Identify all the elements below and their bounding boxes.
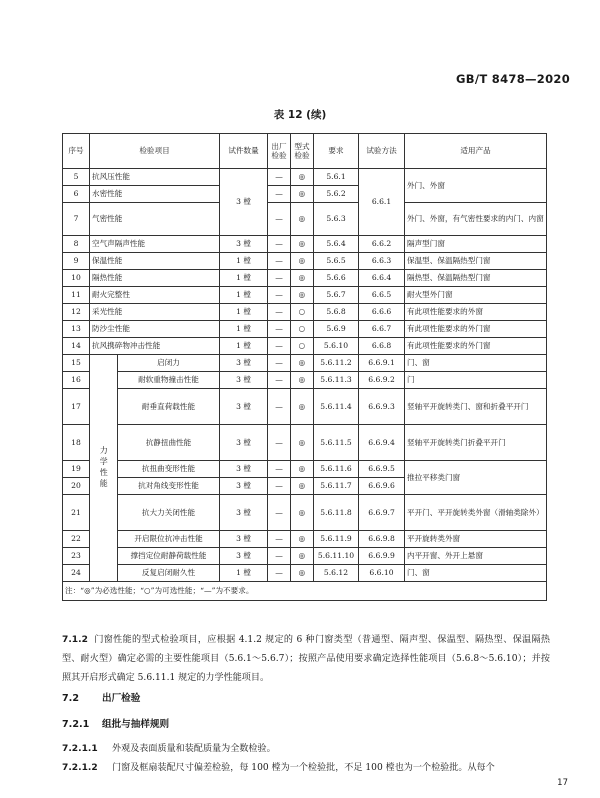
row-factory: — [268,478,291,495]
row-product: 有此项性能要求的外门窗 [405,338,547,355]
row-type: ◎ [291,548,314,565]
row-qty: 3 樘 [220,236,268,253]
row-factory: — [268,169,291,186]
paragraph-7-2-1-2 [62,760,495,773]
row-qty: 3 樘 [220,372,268,389]
row-type: ◎ [291,425,314,461]
row-type: ◎ [291,270,314,287]
row-method: 6.6.1 [359,169,405,236]
row-no: 23 [63,548,90,565]
row-req: 5.6.1 [314,169,359,186]
row-method: 6.6.9.8 [359,531,405,548]
row-item: 抗风携碎物冲击性能 [90,338,220,355]
row-factory: — [268,531,291,548]
row-product: 竖轴平开旋转类门、窗和折叠平开门 [405,389,547,425]
row-type: ◎ [291,478,314,495]
row-no: 22 [63,531,90,548]
row-item: 气密性能 [90,203,220,236]
row-req: 5.6.2 [314,186,359,203]
row-product: 隔热型、保温隔热型门窗 [405,270,547,287]
header-req: 要求 [314,134,359,169]
row-factory: — [268,372,291,389]
row-item: 采光性能 [90,304,220,321]
row-type: ○ [291,304,314,321]
header-item: 检验项目 [90,134,220,169]
row-factory: — [268,495,291,531]
row-qty: 3 樘 [220,548,268,565]
header-method: 试验方法 [359,134,405,169]
row-no: 11 [63,287,90,304]
row-method: 6.6.2 [359,236,405,253]
row-type: ◎ [291,531,314,548]
clause-text: 外观及表面质量和装配质量为全数检验。 [112,744,276,754]
row-type: ◎ [291,287,314,304]
row-req: 5.6.5 [314,253,359,270]
row-req: 5.6.11.2 [314,355,359,372]
row-qty: 1 樘 [220,270,268,287]
row-no: 8 [63,236,90,253]
clause-text: 门窗性能的型式检验项目，应根据 4.1.2 规定的 6 种门窗类型（普通型、隔声型、保温型、隔热型、保温隔热型、耐火型）确定必需的主要性能项目（5.6.1～5.6.7）；按照产品使用要求确定选择性能项目（5.6.8～5.6.10）；并按照其开启形式确定 5.6.11.1 规定的力学性能项目。 [62,635,550,683]
row-method: 6.6.9.4 [359,425,405,461]
row-factory: — [268,236,291,253]
row-factory: — [268,287,291,304]
paragraph-7-2-1-1 [62,741,276,754]
row-method: 6.6.7 [359,321,405,338]
row-req: 5.6.11.9 [314,531,359,548]
clause-number: 7.1.2 [62,635,88,645]
row-qty: 1 樘 [220,304,268,321]
section-number: 7.2.1 [62,719,90,730]
row-method: 6.6.9.6 [359,478,405,495]
row-no: 10 [63,270,90,287]
row-type: ◎ [291,495,314,531]
header-type: 型式检验 [291,134,314,169]
row-no: 12 [63,304,90,321]
table-row [63,304,547,321]
row-product: 保温型、保温隔热型门窗 [405,253,547,270]
table-row [63,461,547,478]
row-factory: — [268,548,291,565]
table-row [63,253,547,270]
row-req: 5.6.11.10 [314,548,359,565]
row-item: 抗风压性能 [90,169,220,186]
header-no: 序号 [63,134,90,169]
row-req: 5.6.11.8 [314,495,359,531]
table-row [63,338,547,355]
row-item: 耐垂直荷载性能 [118,389,220,425]
row-type: ○ [291,338,314,355]
row-type: ◎ [291,565,314,582]
row-item: 抗大力关闭性能 [118,495,220,531]
row-req: 5.6.8 [314,304,359,321]
row-qty: 3 樘 [220,355,268,372]
row-req: 5.6.12 [314,565,359,582]
row-item: 抗对角线变形性能 [118,478,220,495]
row-factory: — [268,186,291,203]
row-product: 平开门、平开旋转类外窗（滑轴类除外） [405,495,547,531]
table-note-row [63,582,547,601]
row-no: 5 [63,169,90,186]
table-row [63,565,547,582]
row-method: 6.6.9.1 [359,355,405,372]
row-req: 5.6.6 [314,270,359,287]
row-req: 5.6.3 [314,203,359,236]
header-product: 适用产品 [405,134,547,169]
row-qty: 1 樘 [220,287,268,304]
row-req: 5.6.11.6 [314,461,359,478]
row-product: 耐火型外门窗 [405,287,547,304]
row-product: 门、窗 [405,355,547,372]
row-product: 外门、外窗 [405,169,547,203]
row-no: 17 [63,389,90,425]
page-number: 17 [557,778,568,788]
row-qty: 1 樘 [220,565,268,582]
row-method: 6.6.4 [359,270,405,287]
table-row [63,236,547,253]
row-item: 空气声隔声性能 [90,236,220,253]
row-no: 7 [63,203,90,236]
row-factory: — [268,425,291,461]
row-item: 隔热性能 [90,270,220,287]
row-product: 平开旋转类外窗 [405,531,547,548]
row-no: 20 [63,478,90,495]
row-item: 耐火完整性 [90,287,220,304]
row-method: 6.6.9.7 [359,495,405,531]
row-item: 反复启闭耐久性 [118,565,220,582]
row-qty: 1 樘 [220,338,268,355]
row-no: 9 [63,253,90,270]
row-qty: 3 樘 [220,461,268,478]
table-row [63,355,547,372]
row-method: 6.6.9.2 [359,372,405,389]
row-qty: 3 樘 [220,425,268,461]
row-type: ◎ [291,355,314,372]
row-item: 防沙尘性能 [90,321,220,338]
row-item: 启闭力 [118,355,220,372]
row-qty: 3 樘 [220,389,268,425]
row-factory: — [268,338,291,355]
row-no: 6 [63,186,90,203]
row-factory: — [268,203,291,236]
row-item: 水密性能 [90,186,220,203]
header-qty: 试件数量 [220,134,268,169]
table-header-row [63,134,547,169]
table-row [63,389,547,425]
row-method: 6.6.10 [359,565,405,582]
row-factory: — [268,355,291,372]
row-item: 保温性能 [90,253,220,270]
table-note: 注：“◎”为必选性能；“○”为可选性能；“—”为不要求。 [63,582,547,601]
row-no: 15 [63,355,90,372]
row-req: 5.6.9 [314,321,359,338]
row-item: 抗静扭曲性能 [118,425,220,461]
section-title: 出厂检验 [102,693,141,704]
table-row [63,425,547,461]
row-type: ◎ [291,186,314,203]
row-req: 5.6.4 [314,236,359,253]
row-type: ◎ [291,461,314,478]
table-row [63,169,547,186]
row-item: 撑挡定位耐静荷载性能 [118,548,220,565]
row-qty: 3 樘 [220,531,268,548]
row-product: 门 [405,372,547,389]
row-type: ◎ [291,236,314,253]
row-product: 隔声型门窗 [405,236,547,253]
row-req: 5.6.11.7 [314,478,359,495]
row-req: 5.6.7 [314,287,359,304]
clause-number: 7.2.1.1 [62,744,98,754]
table-row [63,203,547,236]
row-req: 5.6.11.5 [314,425,359,461]
row-item: 耐软重物撞击性能 [118,372,220,389]
row-factory: — [268,304,291,321]
row-qty: 1 樘 [220,253,268,270]
table-row [63,270,547,287]
row-product: 有此项性能要求的外窗 [405,304,547,321]
row-factory: — [268,270,291,287]
row-method: 6.6.3 [359,253,405,270]
row-no: 16 [63,372,90,389]
section-heading-7-2-1 [62,716,169,730]
row-product: 竖轴平开旋转类门折叠平开门 [405,425,547,461]
section-number: 7.2 [62,693,79,704]
row-qty: 1 樘 [220,321,268,338]
row-method: 6.6.9.3 [359,389,405,425]
table-row [63,372,547,389]
table-row [63,287,547,304]
row-product: 门、窗 [405,565,547,582]
row-req: 5.6.11.4 [314,389,359,425]
row-factory: — [268,253,291,270]
row-product: 推拉平移类门窗 [405,461,547,495]
row-item: 开启限位抗冲击性能 [118,531,220,548]
row-qty: 3 樘 [220,478,268,495]
row-method: 6.6.6 [359,304,405,321]
row-method: 6.6.9.5 [359,461,405,478]
row-req: 5.6.11.3 [314,372,359,389]
mech-group-label: 力学性能 [90,355,118,582]
table-row [63,531,547,548]
row-type: ◎ [291,169,314,186]
row-factory: — [268,389,291,425]
row-no: 19 [63,461,90,478]
row-type: ◎ [291,372,314,389]
row-qty: 3 樘 [220,495,268,531]
clause-number: 7.2.1.2 [62,763,98,773]
section-heading-7-2 [62,690,140,704]
clause-text: 门窗及框扇装配尺寸偏差检验，每 100 樘为一个检验批，不足 100 樘也为一个检验批。从每个 [112,763,495,773]
row-method: 6.6.9.9 [359,548,405,565]
row-qty: 3 樘 [220,169,268,236]
row-type: ◎ [291,203,314,236]
row-type: ◎ [291,253,314,270]
paragraph-7-1-2 [62,631,550,688]
row-product: 内平开窗、外开上悬窗 [405,548,547,565]
row-no: 21 [63,495,90,531]
standard-code: GB/T 8478—2020 [456,72,570,86]
row-type: ○ [291,321,314,338]
row-no: 14 [63,338,90,355]
row-product: 有此项性能要求的外门窗 [405,321,547,338]
header-factory: 出厂检验 [268,134,291,169]
row-req: 5.6.10 [314,338,359,355]
section-title: 组批与抽样规则 [102,719,170,730]
row-item: 抗扭曲变形性能 [118,461,220,478]
table-title: 表 12 (续) [273,109,327,121]
row-type: ◎ [291,389,314,425]
row-no: 24 [63,565,90,582]
row-method: 6.6.8 [359,338,405,355]
row-no: 18 [63,425,90,461]
row-product: 外门、外窗，有气密性要求的内门、内窗 [405,203,547,236]
table-row [63,495,547,531]
row-method: 6.6.5 [359,287,405,304]
row-factory: — [268,565,291,582]
row-no: 13 [63,321,90,338]
row-factory: — [268,321,291,338]
table-row [63,321,547,338]
table-row [63,548,547,565]
inspection-table [62,133,547,601]
row-factory: — [268,461,291,478]
